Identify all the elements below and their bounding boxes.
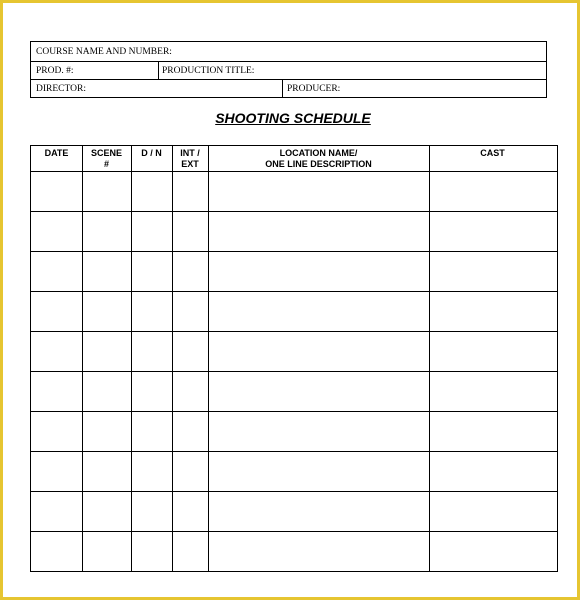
column-header-int-ext <box>172 148 208 170</box>
column-divider <box>429 146 430 571</box>
production-title-label: PRODUCTION TITLE: <box>162 66 255 76</box>
table-row-divider <box>31 251 557 252</box>
table-row-divider <box>31 211 557 212</box>
column-header-location-line1: LOCATION NAME/ <box>279 148 358 158</box>
director-divider <box>282 79 283 97</box>
column-header-date <box>31 148 82 159</box>
director-row <box>31 79 546 97</box>
header-info-table <box>30 41 547 98</box>
column-header-cast <box>429 148 556 159</box>
column-header-scene-line1: SCENE <box>90 148 122 158</box>
column-header-day-night-line1: D / N <box>141 148 162 158</box>
column-header-int-ext-line1: INT / <box>180 148 200 158</box>
prod-number-label: PROD. #: <box>36 66 74 76</box>
course-name-label: COURSE NAME AND NUMBER: <box>36 47 172 57</box>
column-divider <box>131 146 132 571</box>
column-header-day-night <box>131 148 172 159</box>
column-header-location <box>208 148 429 170</box>
table-row-divider <box>31 291 557 292</box>
header-bottom-border <box>31 171 557 172</box>
page-title: SHOOTING SCHEDULE <box>215 110 371 126</box>
column-header-scene <box>82 148 131 170</box>
table-row-divider <box>31 371 557 372</box>
column-header-int-ext-line2: EXT <box>181 159 199 169</box>
column-header-cast-line1: CAST <box>480 148 505 158</box>
table-row-divider <box>31 451 557 452</box>
column-header-scene-line2: # <box>103 159 109 169</box>
table-row-divider <box>31 411 557 412</box>
column-header-location-line2: ONE LINE DESCRIPTION <box>265 159 372 169</box>
prod-divider <box>158 61 159 79</box>
table-row-divider <box>31 331 557 332</box>
table-row-divider <box>31 491 557 492</box>
director-label: DIRECTOR: <box>36 84 86 94</box>
shooting-schedule-table <box>30 145 558 572</box>
producer-label: PRODUCER: <box>287 84 341 94</box>
course-row <box>31 42 546 62</box>
column-divider <box>82 146 83 571</box>
column-divider <box>172 146 173 571</box>
prod-row <box>31 61 546 80</box>
table-row-divider <box>31 531 557 532</box>
column-header-date-line1: DATE <box>44 148 69 158</box>
column-divider <box>208 146 209 571</box>
